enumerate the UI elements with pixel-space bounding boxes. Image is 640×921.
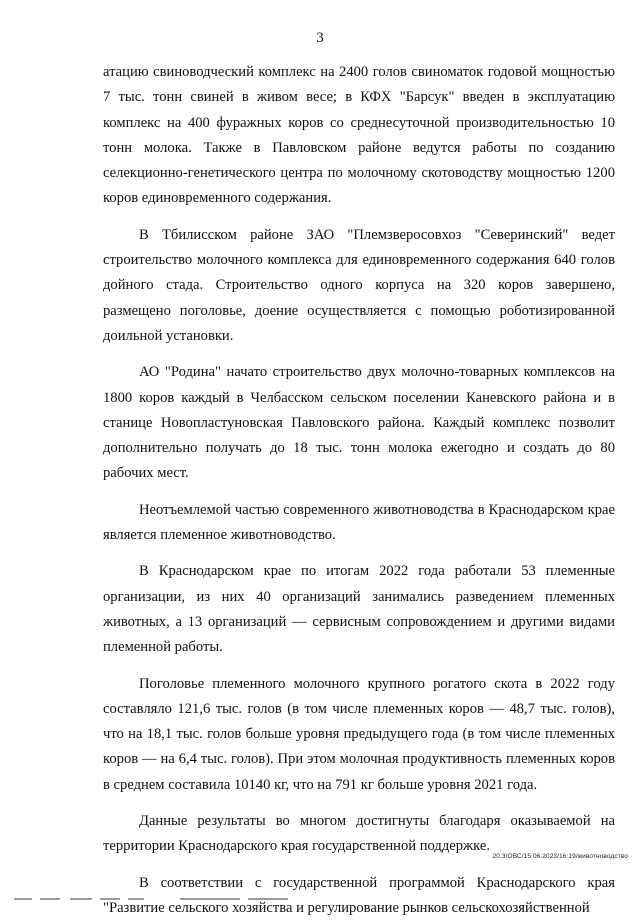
paragraph-state-program: В соответствии с государственной программой Краснодарского края "Развитие сельского хозяйства и регулирование рынков сельскохозяйственной: [103, 874, 615, 916]
document-body: [103, 60, 615, 921]
paragraph-pig-complex: атацию свиноводческий комплекс на 2400 голов свиноматок годовой мощностью 7 тыс. тонн свиней в живом весе; в КФХ "Барсук" введен в эксплуатацию комплекс на 400 фуражных коров со среднесуточной производительностью 10 тонн молока. Также в Павловском районе ведутся работы по созданию селекционно-генетического центра по молочному скотоводству мощностью 1200 коров единовременного содержания.: [103, 64, 615, 207]
paragraph-cattle-population: Поголовье племенного молочного крупного рогатого скота в 2022 году составляло 121,6 тыс. голов (в том числе племенных коров — 48,7 тыс. голов), что на 18,1 тыс. голов больше уровня предыдущего года (в том числе племенных коров — на 6,4 тыс. голов). При этом молочная продуктивность племенных коров в среднем составила 10140 кг, что на 791 кг больше уровня 2021 года.: [103, 675, 615, 793]
paragraph-state-support: Данные результаты во многом достигнуты благодаря оказываемой на территории Краснодарского края государственной поддержке.: [103, 813, 615, 855]
footer-stamp: 20.3/ОВС/15.06.2023/16:19/животноводство: [492, 853, 628, 860]
paragraph-breeding-organizations: В Краснодарском крае по итогам 2022 года работали 53 племенные организации, из них 40 организаций занимались разведением племенных животных, а 13 организаций — сервисным сопровождением и другими видами племенной работы.: [103, 563, 615, 656]
paragraph-breeding-livestock: Неотъемлемой частью современного животноводства в Краснодарском крае является племенное животноводство.: [103, 501, 615, 544]
scan-edge-marks: [0, 894, 640, 900]
page-number: 3: [316, 30, 324, 46]
paragraph-rodina: АО "Родина" начато строительство двух молочно-товарных комплексов на 1800 коров каждый в Челбасском сельском поселении Каневского района и в станице Новопластуновская Павловского района. Каждый комплекс позволит дополнительно получать до 18 тыс. тонн молока ежегодно и создать до 80 рабочих мест.: [103, 364, 615, 482]
paragraph-tbilissky-district: В Тбилисском районе ЗАО "Племзверосовхоз "Северинский" ведет строительство молочного комплекса для единовременного содержания 640 голов дойного стада. Строительство одного корпуса на 320 коров завершено, размещено поголовье, доение осуществляется с помощью роботизированной доильной установки.: [103, 226, 615, 344]
